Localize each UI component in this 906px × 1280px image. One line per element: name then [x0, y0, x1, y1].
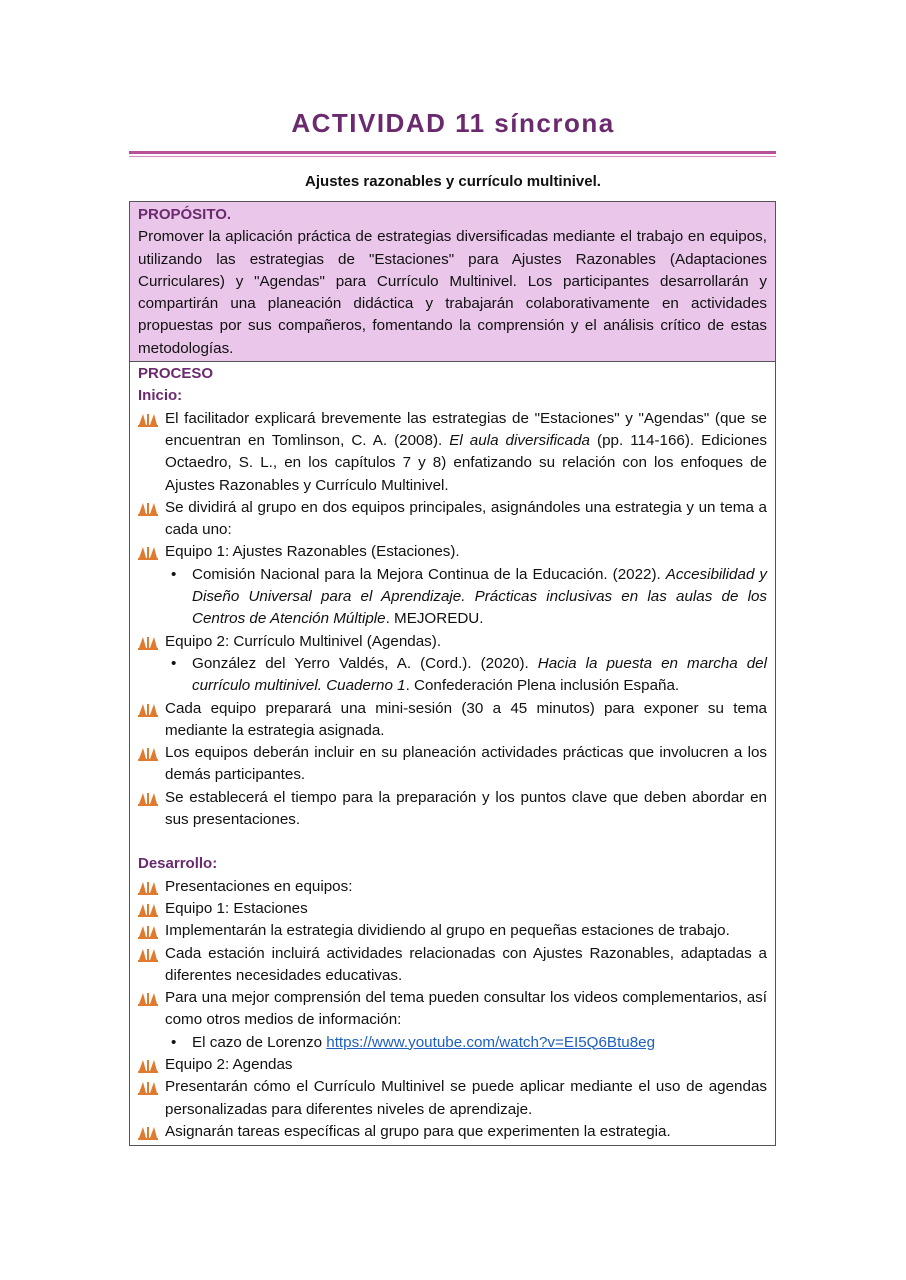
sub-list-item — [138, 1032, 767, 1054]
sub-list-item — [138, 564, 767, 631]
inicio-heading: Inicio: — [138, 387, 183, 405]
bullet-dot: • — [171, 1033, 177, 1051]
books-icon — [138, 635, 158, 649]
spacer — [138, 831, 767, 853]
list-item-text: Equipo 2: Agendas — [165, 1055, 293, 1073]
books-icon — [138, 1058, 158, 1072]
books-icon — [138, 791, 158, 805]
list-item-text: Asignarán tareas específicas al grupo para que experimenten la estrategia. — [165, 1122, 671, 1140]
list-item-text: Presentaciones en equipos: — [165, 877, 353, 895]
list-item — [138, 541, 767, 563]
proposito-heading: PROPÓSITO. — [138, 206, 232, 223]
books-icon — [138, 702, 158, 716]
list-item — [138, 1121, 767, 1143]
list-item — [138, 1054, 767, 1076]
books-icon — [138, 1080, 158, 1094]
list-item — [138, 898, 767, 920]
video-label: El cazo de Lorenzo — [192, 1033, 327, 1051]
list-item-citation: El aula diversificada — [449, 431, 590, 449]
list-item — [138, 787, 767, 832]
list-item — [138, 497, 767, 542]
list-item-text: Presentarán cómo el Currículo Multinivel se puede aplicar mediante el uso de agendas personalizadas para diferentes niveles de aprendizaje. — [165, 1078, 767, 1118]
desarrollo-heading: Desarrollo: — [138, 855, 218, 873]
reference-title: Hacia la puesta en marcha del currículo multinivel. Cuaderno 1 — [192, 654, 767, 695]
title-rule — [129, 151, 776, 154]
list-item — [138, 408, 767, 497]
books-icon — [138, 902, 158, 916]
list-item — [138, 698, 767, 743]
reference-title: Accesibilidad y Diseño Universal para el Aprendizaje. Prácticas inclusivas en las aulas de los Centros de Atención Múltiple — [192, 565, 767, 628]
proceso-section — [130, 362, 775, 1145]
page-title: ACTIVIDAD 11 síncrona — [291, 108, 615, 138]
list-item-text: Se dividirá al grupo en dos equipos principales, asignándoles una estrategia y un tema a cada uno: — [165, 498, 767, 539]
list-item — [138, 920, 767, 942]
sub-list-item — [138, 653, 767, 698]
list-item-text: Cada estación incluirá actividades relacionadas con Ajustes Razonables, adaptadas a diferentes necesidades educativas. — [165, 944, 767, 984]
books-icon — [138, 880, 158, 894]
books-icon — [138, 947, 158, 961]
list-item-text: Equipo 2: Currículo Multinivel (Agendas). — [165, 632, 442, 650]
list-item-text: Cada equipo preparará una mini-sesión (30 a 45 minutos) para exponer su tema mediante la estrategia asignada. — [165, 699, 767, 739]
books-icon — [138, 991, 158, 1005]
proceso-heading: PROCESO — [138, 365, 214, 383]
reference-text: . Confederación Plena inclusión España. — [405, 677, 680, 695]
list-item-text: Equipo 1: Estaciones — [165, 899, 308, 917]
list-item — [138, 742, 767, 787]
books-icon — [138, 501, 158, 515]
list-item — [138, 1076, 767, 1121]
books-icon — [138, 746, 158, 760]
reference-text: González del Yerro Valdés, A. (Cord.). (2020). — [192, 654, 538, 672]
reference-text: . MEJOREDU. — [385, 610, 484, 628]
list-item-text: Equipo 1: Ajustes Razonables (Estaciones). — [165, 543, 460, 561]
list-item — [138, 987, 767, 1032]
books-icon — [138, 545, 158, 559]
list-item-text: Los equipos deberán incluir en su planeación actividades prácticas que involucren a los demás participantes. — [165, 744, 767, 784]
list-item — [138, 876, 767, 898]
bullet-dot: • — [171, 565, 177, 583]
list-item-text: El facilitador explicará brevemente las estrategias de "Estaciones" y "Agendas" (que se encuentran en Tomlinson, C. A. (2008). — [165, 409, 767, 449]
books-icon — [138, 924, 158, 938]
list-item — [138, 631, 767, 653]
books-icon — [138, 412, 158, 426]
page-subtitle: Ajustes razonables y currículo multinivel. — [305, 173, 601, 190]
proposito-section — [130, 202, 775, 362]
list-item — [138, 943, 767, 988]
list-item-text: Se establecerá el tiempo para la preparación y los puntos clave que deben abordar en sus presentaciones. — [165, 788, 767, 829]
list-item-text: Para una mejor comprensión del tema pueden consultar los videos complementarios, así como otros medios de información: — [165, 989, 767, 1029]
books-icon — [138, 1125, 158, 1139]
video-link[interactable]: https://www.youtube.com/watch?v=EI5Q6Btu8eg — [326, 1033, 656, 1051]
reference-text: Comisión Nacional para la Mejora Continua de la Educación. (2022). — [192, 565, 666, 583]
activity-table — [129, 201, 776, 1146]
list-item-text: (pp. 114-166). Ediciones Octaedro, S. L., en los capítulos 7 y 8) enfatizando su relación con los enfoques de Ajustes Razonables y Currículo Multinivel. — [165, 431, 768, 494]
proposito-text: Promover la aplicación práctica de estrategias diversificadas mediante el trabajo en equipos, utilizando las estrategias de "Estaciones" para Ajustes Razonables (Adaptaciones Curriculares) y "Agendas" para Currículo Multinivel. Los participantes desarrollarán y compartirán una planeación didáctica y trabajarán colaborativamente en actividades propuestas por sus compañeros, fomentando la comprensión y el análisis crítico de estas metodologías. — [138, 228, 767, 357]
list-item-text: Implementarán la estrategia dividiendo al grupo en pequeñas estaciones de trabajo. — [165, 922, 730, 940]
title-rule-thin — [129, 156, 776, 157]
bullet-dot: • — [171, 654, 177, 672]
